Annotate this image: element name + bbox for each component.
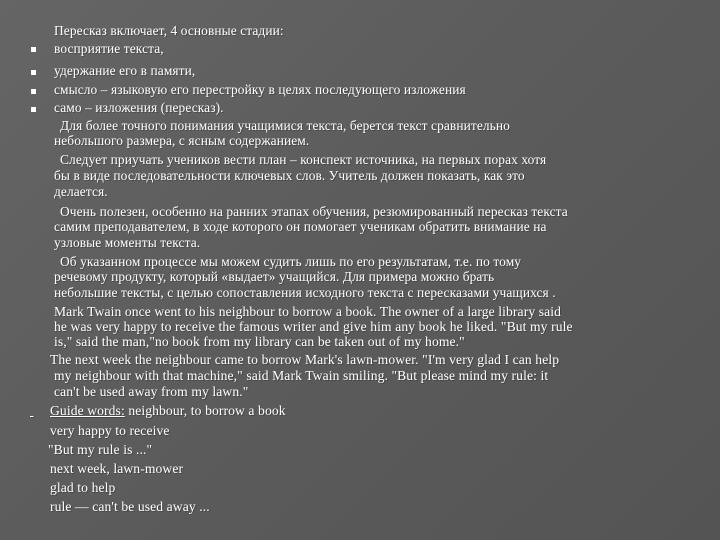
story-line: can't be used away from my lawn." <box>54 384 249 399</box>
stage-item: смысло – языковую его перестройку в целях последующего изложения <box>54 82 466 97</box>
story-line: The next week the neighbour came to borrow Mark's lawn-mower. "I'm very glad I can help <box>50 352 560 367</box>
guide-item: next week, lawn-mower <box>50 461 184 476</box>
story-line: my neighbour with that machine," said Mark Twain smiling. "But please mind my rule: it <box>54 368 549 383</box>
paragraph-line: Для более точного понимания учащимися текста, берется текст сравнительно <box>60 118 510 133</box>
guide-item: "But my rule is ..." <box>48 442 153 457</box>
stage-item: восприятие текста, <box>54 41 164 56</box>
story-line: he was very happy to receive the famous writer and give him any book he liked. "But my rule <box>54 319 573 334</box>
square-bullet-icon <box>31 89 36 94</box>
square-bullet-icon <box>31 47 36 52</box>
paragraph-line: Об указанном процессе мы можем судить лишь по его результатам, т.е. по тому <box>60 254 522 269</box>
paragraph-line: Очень полезен, особенно на ранних этапах обучения, резюмированный пересказ текста <box>60 204 568 219</box>
guide-underline-spacer <box>30 404 50 418</box>
paragraph-line: небольшие тексты, с целью сопоставления исходного текста с пересказами учащихся . <box>54 285 556 300</box>
paragraph-line: небольшого размера, с ясным содержанием. <box>54 133 310 148</box>
paragraph-line: бы в виде последовательности ключевых слов. Учитель должен показать, как это <box>54 168 525 183</box>
guide-words-title: Guide words: <box>50 403 125 418</box>
square-bullet-icon <box>31 70 36 75</box>
stage-item: удержание его в памяти, <box>54 63 196 78</box>
paragraph-line: Следует приучать учеников вести план – конспект источника, на первых порах хотя <box>60 152 547 167</box>
square-bullet-icon <box>31 107 36 112</box>
guide-item: rule — can't be used away ... <box>50 499 210 514</box>
guide-item: very happy to receive <box>50 423 170 438</box>
stage-item: само – изложения (пересказ). <box>54 100 224 115</box>
guide-words-line <box>30 404 286 418</box>
guide-item: glad to help <box>50 480 116 495</box>
paragraph-line: самим преподавателем, в ходе которого он помогает ученикам обратить внимание на <box>54 219 547 234</box>
paragraph-line: речевому продукту, который «выдает» учащийся. Для примера можно брать <box>54 269 495 284</box>
guide-first-item: neighbour, to borrow a book <box>128 403 286 418</box>
story-line: Mark Twain once went to his neighbour to borrow a book. The owner of a large library said <box>54 304 562 319</box>
paragraph-line: делается. <box>54 184 108 199</box>
paragraph-line: узловые моменты текста. <box>54 235 201 250</box>
story-line: is," said the man,"no book from my library can be taken out of my home." <box>54 334 465 349</box>
intro-heading: Пересказ включает, 4 основные стадии: <box>54 23 284 38</box>
